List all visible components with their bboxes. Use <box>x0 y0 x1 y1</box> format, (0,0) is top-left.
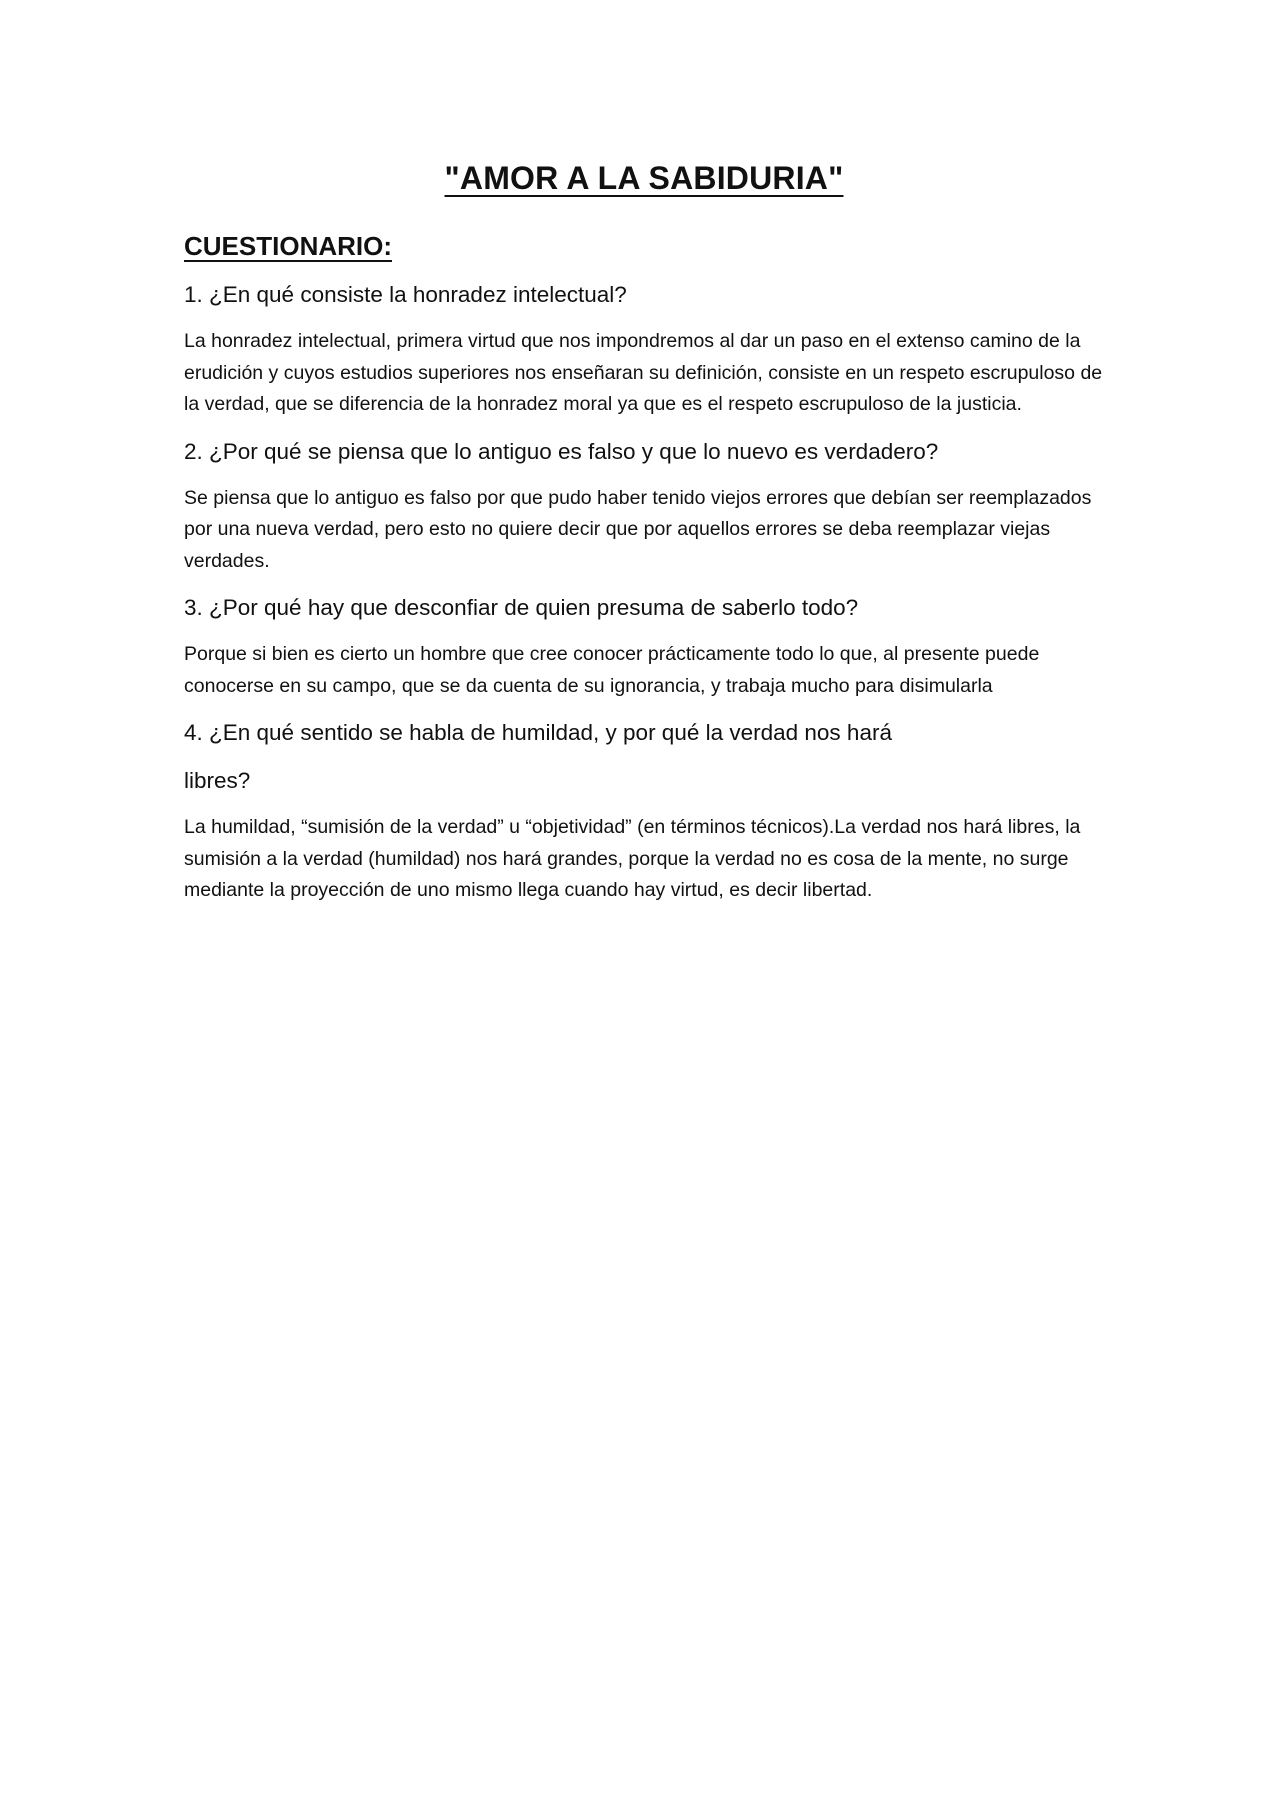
question-4: 4. ¿En qué sentido se habla de humildad, y por qué la verdad nos hará <box>184 720 892 745</box>
document-title-text: "AMOR A LA SABIDURIA" <box>444 160 844 196</box>
section-heading <box>184 226 1104 266</box>
document-title <box>184 152 1104 204</box>
section-heading-text: CUESTIONARIO: <box>184 231 392 261</box>
answer-3: Porque si bien es cierto un hombre que cree conocer prácticamente todo lo que, al presente puede conocerse en su campo, que se da cuenta de su ignorancia, y trabaja mucho para disimularla <box>184 643 1040 697</box>
question-4-continuation: libres? <box>184 768 251 793</box>
question-1: 1. ¿En qué consiste la honradez intelectual? <box>184 282 627 307</box>
document-body <box>184 152 1104 921</box>
question-3: 3. ¿Por qué hay que desconfiar de quien presuma de saberlo todo? <box>184 595 859 620</box>
question-2: 2. ¿Por qué se piensa que lo antiguo es falso y que lo nuevo es verdadero? <box>184 438 939 464</box>
answer-4: La humildad, “sumisión de la verdad” u “objetividad” (en términos técnicos).La verdad nos hará libres, la sumisión a la verdad (humildad) nos hará grandes, porque la verdad no es cosa de la mente, no surge mediante la proyección de uno mismo llega cuando hay virtud, es decir libertad. <box>184 816 1081 901</box>
answer-1: La honradez intelectual, primera virtud que nos impondremos al dar un paso en el extenso camino de la erudición y cuyos estudios superiores nos enseñaran su definición, consiste en un respeto escrupuloso de la verdad, que se diferencia de la honradez moral ya que es el respeto escrupuloso de la justicia. <box>184 330 1103 415</box>
answer-2: Se piensa que lo antiguo es falso por que pudo haber tenido viejos errores que debían ser reemplazados por una nueva verdad, pero esto no quiere decir que por aquellos errores se deba reemplazar viejas verdades. <box>184 486 1092 572</box>
